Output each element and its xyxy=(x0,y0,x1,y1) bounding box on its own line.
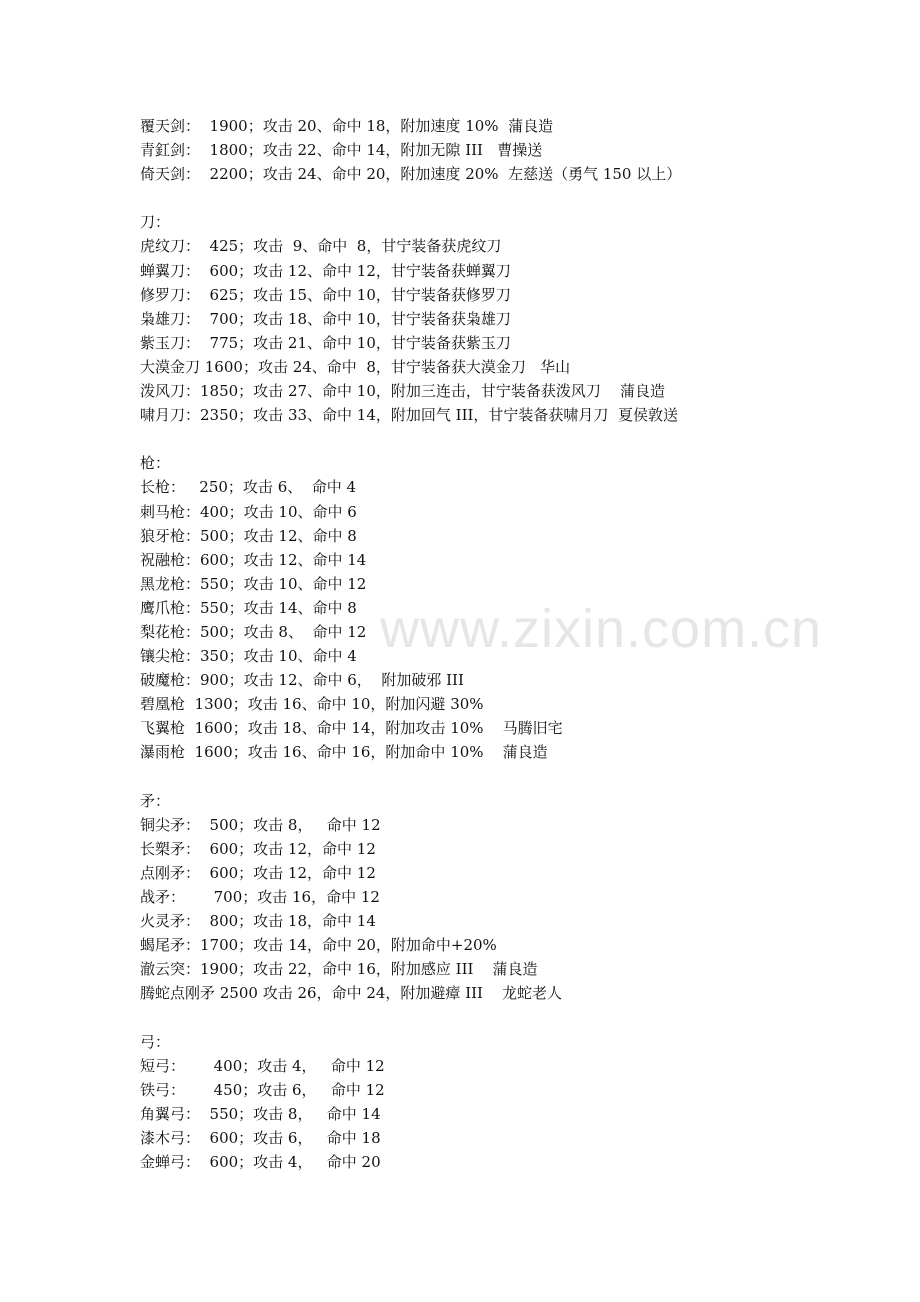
divider xyxy=(140,427,840,451)
section-heading: 弓： xyxy=(140,1032,171,1051)
list-item: 漆木弓： 600；攻击 6， 命中 18 xyxy=(140,1128,381,1147)
list-item: 铁弓： 450；攻击 6， 命中 12 xyxy=(140,1080,385,1099)
section-bows xyxy=(140,1030,840,1175)
list-item: 祝融枪：600；攻击 12、命中 14 xyxy=(140,550,367,569)
section-heading: 矛： xyxy=(140,791,171,810)
divider xyxy=(140,186,840,210)
list-item: 狼牙枪：500；攻击 12、命中 8 xyxy=(140,526,357,545)
list-item: 蝉翼刀： 600；攻击 12、命中 12，甘宁装备获蝉翼刀 xyxy=(140,261,511,280)
list-item: 飞翼枪 1600；攻击 18、命中 14，附加攻击 10% 马腾旧宅 xyxy=(140,719,563,738)
list-item: 蝎尾矛：1700；攻击 14，命中 20，附加命中+20% xyxy=(140,936,497,955)
list-item: 黑龙枪：550；攻击 10、命中 12 xyxy=(140,574,367,593)
list-item: 紫玉刀： 775；攻击 21、命中 10，甘宁装备获紫玉刀 xyxy=(140,333,511,352)
list-item: 长枪： 250；攻击 6、 命中 4 xyxy=(140,478,357,497)
list-item: 啸月刀：2350；攻击 33、命中 14，附加回气 III，甘宁装备获啸月刀 夏侯敦送 xyxy=(140,406,678,425)
section-heading: 枪： xyxy=(140,454,171,473)
list-item: 鹰爪枪：550；攻击 14、命中 8 xyxy=(140,598,357,617)
list-item: 澈云突：1900；攻击 22，命中 16，附加感应 III 蒲良造 xyxy=(140,960,538,979)
list-item: 短弓： 400；攻击 4， 命中 12 xyxy=(140,1056,385,1075)
list-item: 倚天剑： 2200；攻击 24、命中 20，附加速度 20% 左慈送（勇气 150 以上） xyxy=(140,165,682,184)
list-item: 梨花枪：500；攻击 8、 命中 12 xyxy=(140,622,367,641)
list-item: 火灵矛： 800；攻击 18，命中 14 xyxy=(140,912,376,931)
section-blades xyxy=(140,210,840,427)
list-item: 瀑雨枪 1600；攻击 16、命中 16，附加命中 10% 蒲良造 xyxy=(140,743,548,762)
section-lances xyxy=(140,789,840,1006)
section-swords xyxy=(140,114,840,186)
divider xyxy=(140,1005,840,1029)
list-item: 泼风刀：1850；攻击 27、命中 10，附加三连击，甘宁装备获泼风刀 蒲良造 xyxy=(140,382,665,401)
list-item: 点刚矛： 600；攻击 12，命中 12 xyxy=(140,863,376,882)
list-item: 破魔枪：900；攻击 12、命中 6， 附加破邪 III xyxy=(140,671,464,690)
section-heading: 刀： xyxy=(140,213,171,232)
watermark: www.zixin.com.cn xyxy=(380,599,823,659)
list-item: 碧凰枪 1300；攻击 16、命中 10，附加闪避 30% xyxy=(140,695,484,714)
list-item: 角翼弓： 550；攻击 8， 命中 14 xyxy=(140,1104,381,1123)
divider xyxy=(140,765,840,789)
list-item: 修罗刀： 625；攻击 15、命中 10，甘宁装备获修罗刀 xyxy=(140,285,511,304)
list-item: 铜尖矛： 500；攻击 8， 命中 12 xyxy=(140,815,381,834)
list-item: 虎纹刀： 425；攻击 9、命中 8，甘宁装备获虎纹刀 xyxy=(140,237,502,256)
list-item: 腾蛇点刚矛 2500 攻击 26，命中 24，附加避瘴 III 龙蛇老人 xyxy=(140,984,563,1003)
list-item: 镶尖枪：350；攻击 10、命中 4 xyxy=(140,647,357,666)
list-item: 刺马枪：400；攻击 10、命中 6 xyxy=(140,502,357,521)
list-item: 金蝉弓： 600；攻击 4， 命中 20 xyxy=(140,1153,381,1172)
section-spears xyxy=(140,451,840,764)
list-item: 枭雄刀： 700；攻击 18、命中 10，甘宁装备获枭雄刀 xyxy=(140,309,511,328)
list-item: 青釭剑： 1800；攻击 22、命中 14，附加无隙 III 曹操送 xyxy=(140,141,543,160)
list-item: 战矛： 700；攻击 16，命中 12 xyxy=(140,888,380,906)
list-item: 大漠金刀 1600；攻击 24、命中 8，甘宁装备获大漠金刀 华山 xyxy=(140,357,571,376)
list-item: 覆天剑： 1900；攻击 20、命中 18，附加速度 10% 蒲良造 xyxy=(140,117,554,135)
list-item: 长槊矛： 600；攻击 12，命中 12 xyxy=(140,839,376,858)
document-body xyxy=(140,114,840,1174)
